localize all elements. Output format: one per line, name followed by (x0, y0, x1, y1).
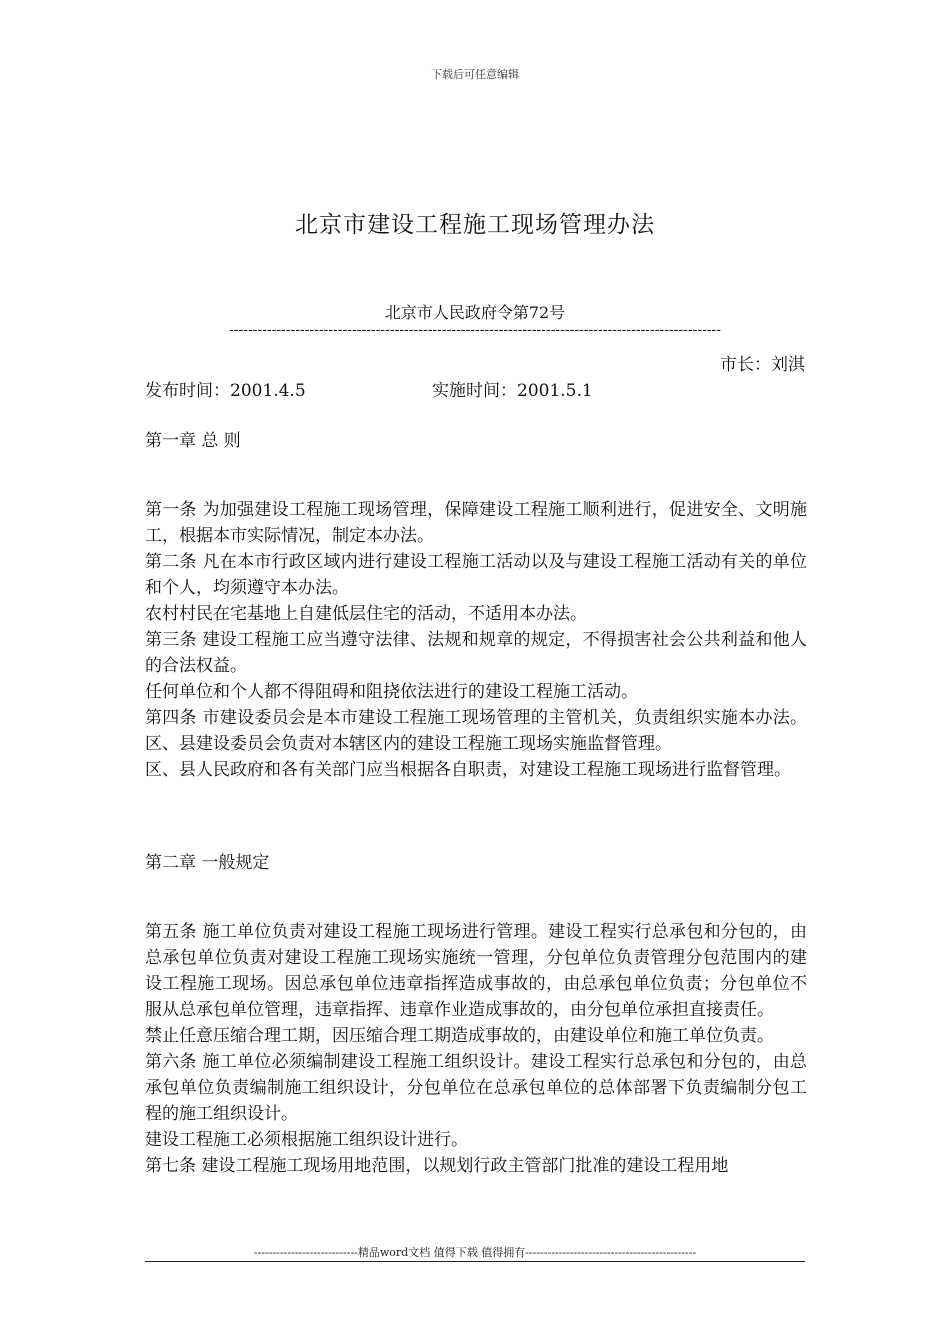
chapter1-body (145, 497, 807, 783)
paragraph: 第五条 施工单位负责对建设工程施工现场进行管理。建设工程实行总承包和分包的，由总承包单位负责对建设工程施工现场实施统一管理，分包单位负责管理分包范围内的建设工程施工现场。因总承包单位违章指挥造成事故的，由总承包单位负责；分包单位不服从总承包单位管理，违章指挥、违章作业造成事故的，由分包单位承担直接责任。 (145, 922, 807, 1020)
paragraph: 任何单位和个人都不得阻碍和阻挠依法进行的建设工程施工活动。 (145, 682, 638, 702)
paragraph: 第一条 为加强建设工程施工现场管理，保障建设工程施工顺利进行，促进安全、文明施工，根据本市实际情况，制定本办法。 (145, 500, 807, 546)
decree-number: 北京市人民政府令第72号 (384, 303, 566, 322)
publish-date: 发布时间：2001.4.5 (145, 381, 306, 401)
chapter-heading-2: 第二章 一般规定 (145, 853, 270, 873)
separator-line: -------------------------------------------------------------------------------------------------------- (229, 322, 721, 338)
paragraph: 第四条 市建设委员会是本市建设工程施工现场管理的主管机关，负责组织实施本办法。区、县建设委员会负责对本辖区内的建设工程施工现场实施监督管理。 (145, 708, 807, 754)
chapter2-body (145, 919, 807, 1179)
chapter-heading-1: 第一章 总 则 (145, 431, 241, 451)
paragraph: 建设工程施工必须根据施工组织设计进行。 (145, 1130, 468, 1150)
paragraph: 第二条 凡在本市行政区域内进行建设工程施工活动以及与建设工程施工活动有关的单位和个人，均须遵守本办法。 (145, 552, 807, 598)
footer-rule (145, 1261, 805, 1262)
paragraph: 禁止任意压缩合理工期，因压缩合理工期造成事故的，由建设单位和施工单位负责。 (145, 1026, 774, 1046)
signer: 市长：刘淇 (720, 355, 805, 375)
paragraph: 第三条 建设工程施工应当遵守法律、法规和规章的规定，不得损害社会公共利益和他人的合法权益。 (145, 630, 807, 676)
paragraph: 第七条 建设工程施工现场用地范围，以规划行政主管部门批准的建设工程用地 (145, 1156, 729, 1176)
document-title: 北京市建设工程施工现场管理办法 (295, 212, 655, 238)
paragraph: 农村村民在宅基地上自建低层住宅的活动，不适用本办法。 (145, 604, 587, 624)
footer-note: ----------------------------精品word文档 值得下载 值得拥有---------------------------------------------- (253, 1246, 697, 1259)
header-note: 下载后可任意编辑 (431, 68, 519, 81)
effective-date: 实施时间：2001.5.1 (432, 381, 593, 401)
paragraph: 区、县人民政府和各有关部门应当根据各自职责，对建设工程施工现场进行监督管理。 (145, 760, 791, 780)
paragraph: 第六条 施工单位必须编制建设工程施工组织设计。建设工程实行总承包和分包的，由总承包单位负责编制施工组织设计，分包单位在总承包单位的总体部署下负责编制分包工程的施工组织设计。 (145, 1052, 807, 1124)
